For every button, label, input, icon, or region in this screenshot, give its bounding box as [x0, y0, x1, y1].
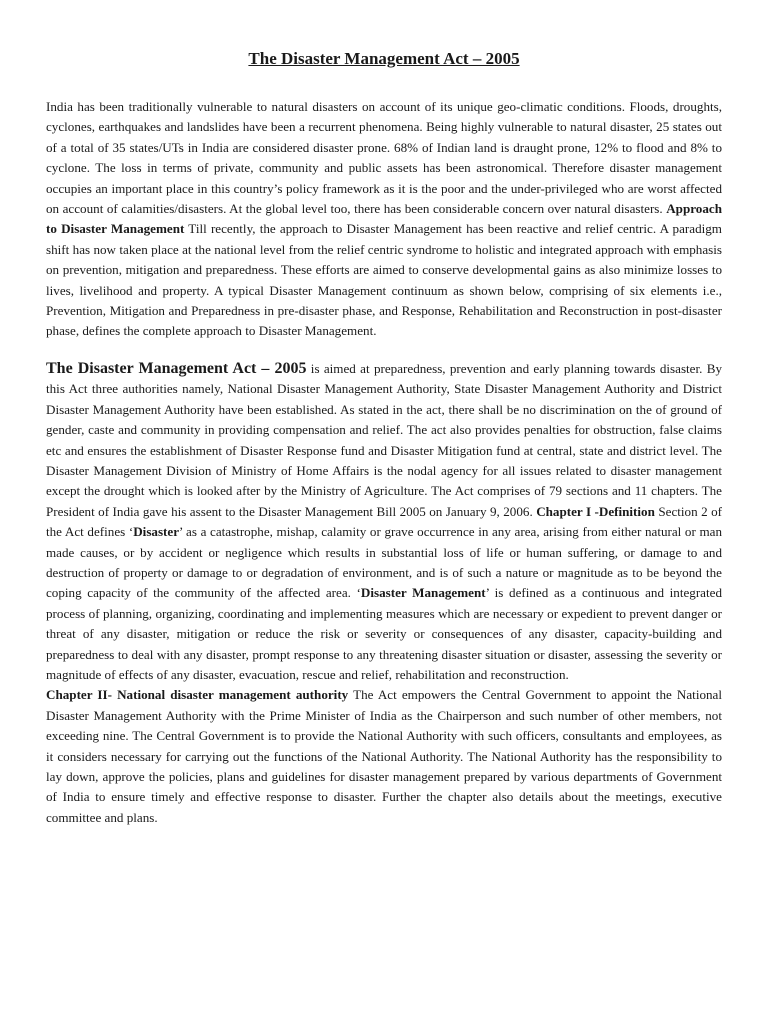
approach-heading: Approach to Disaster Management: [46, 201, 722, 237]
definition-text: Section 2 of the Act defines ‘: [46, 503, 722, 540]
act-text: is aimed at preparedness, prevention and early planning towards disaster. By this Act three authorities namely, National Disaster Management Authority, State Disaster Management Authority and District Disaster Management Authority have been established. As stated in the act, there shall be no discrimination on the of ground of gender, caste and community in providing compensation and relief. The act also provides penalties for obstruction, false claims etc and ensures the establishment of Disaster Response fund and Disaster Mitigation fund at central, state and district level. The Disaster Management Division of Ministry of Home Affairs is the nodal agency for all issues related to disaster management except the drought which is looked after by the Ministry of Agriculture. The Act comprises of 79 sections and 11 chapters. The President of India gave his assent to the Disaster Management Bill 2005 on January 9, 2006.: [46, 360, 722, 519]
chapter1-heading: Chapter I -Definition: [536, 503, 655, 519]
act-lead-heading: The Disaster Management Act – 2005: [46, 359, 307, 377]
document-title: The Disaster Management Act – 2005: [248, 49, 520, 68]
intro-text: India has been traditionally vulnerable to natural disasters on account of its unique geo-climatic conditions. Floods, droughts, cyclones, earthquakes and landslides have been a recurrent phenomena. Being highly vulnerable to natural disaster, 25 states out of a total of 35 states/UTs in India are considered disaster prone. 68% of Indian land is draught prone, 12% to flood and 8% to cyclone. The loss in terms of private, community and public assets has been astronomical. Therefore disaster management occupies an important place in this country’s policy framework as it is the poor and the under-privileged who are worst affected on account of calamities/disasters. At the global level too, there has been considerable concern over natural disasters.: [46, 99, 722, 217]
term-disaster-management: Disaster Management: [360, 585, 486, 601]
chapter2-text: The Act empowers the Central Government to appoint the National Disaster Management Authority with the Prime Minister of India as the Chairperson and such number of other members, not exceeding nine. The Central Government is to provide the National Authority with such officers, consultants and employees, as it considers necessary for carrying out the functions of the National Authority. The National Authority has the responsibility to lay down, approve the policies, plans and guidelines for disaster management prepared by various departments of Government of India to ensure timely and effective response to disaster. Further the chapter also details about the meetings, executive committee and plans.: [46, 687, 722, 825]
disaster-management-definition: ’ is defined as a continuous and integrated process of planning, organizing, coordinating and implementing measures which are necessary or expedient to prevent danger or threat of any disaster, mitigation or reduce the risk or severity or consequences of any disaster, capacity-building and preparedness to deal with any disaster, prompt response to any threatening disaster situation or disaster, assessing the severity or magnitude of effects of any disaster, evacuation, rescue and relief, rehabilitation and reconstruction.: [46, 585, 722, 682]
chapter2-heading: Chapter II- National disaster management authority: [46, 687, 349, 703]
term-disaster: Disaster: [133, 524, 180, 540]
act-paragraph: [46, 359, 722, 686]
document-page: [46, 48, 722, 828]
approach-text: Till recently, the approach to Disaster Management has been reactive and relief centric. A paradigm shift has now taken place at the national level from the relief centric syndrome to holistic and integrated approach with emphasis on prevention, mitigation and preparedness. These efforts are aimed to conserve developmental gains as also minimize losses to lives, livelihood and property. A typical Disaster Management continuum as shown below, comprising of six elements i.e., Prevention, Mitigation and Preparedness in pre-disaster phase, and Response, Rehabilitation and Reconstruction in post-disaster phase, defines the complete approach to Disaster Management.: [46, 221, 722, 339]
chapter2-paragraph: [46, 685, 722, 828]
disaster-definition: ’ as a catastrophe, mishap, calamity or grave occurrence in any area, arising from either natural or man made causes, or by accident or negligence which results in substantial loss of life or human suffering, or damage to and destruction of property or damage to or degradation of environment, and is of such a nature or magnitude as to be beyond the coping capacity of the community of the affected area. ‘: [46, 524, 723, 601]
intro-paragraph: [46, 97, 722, 342]
